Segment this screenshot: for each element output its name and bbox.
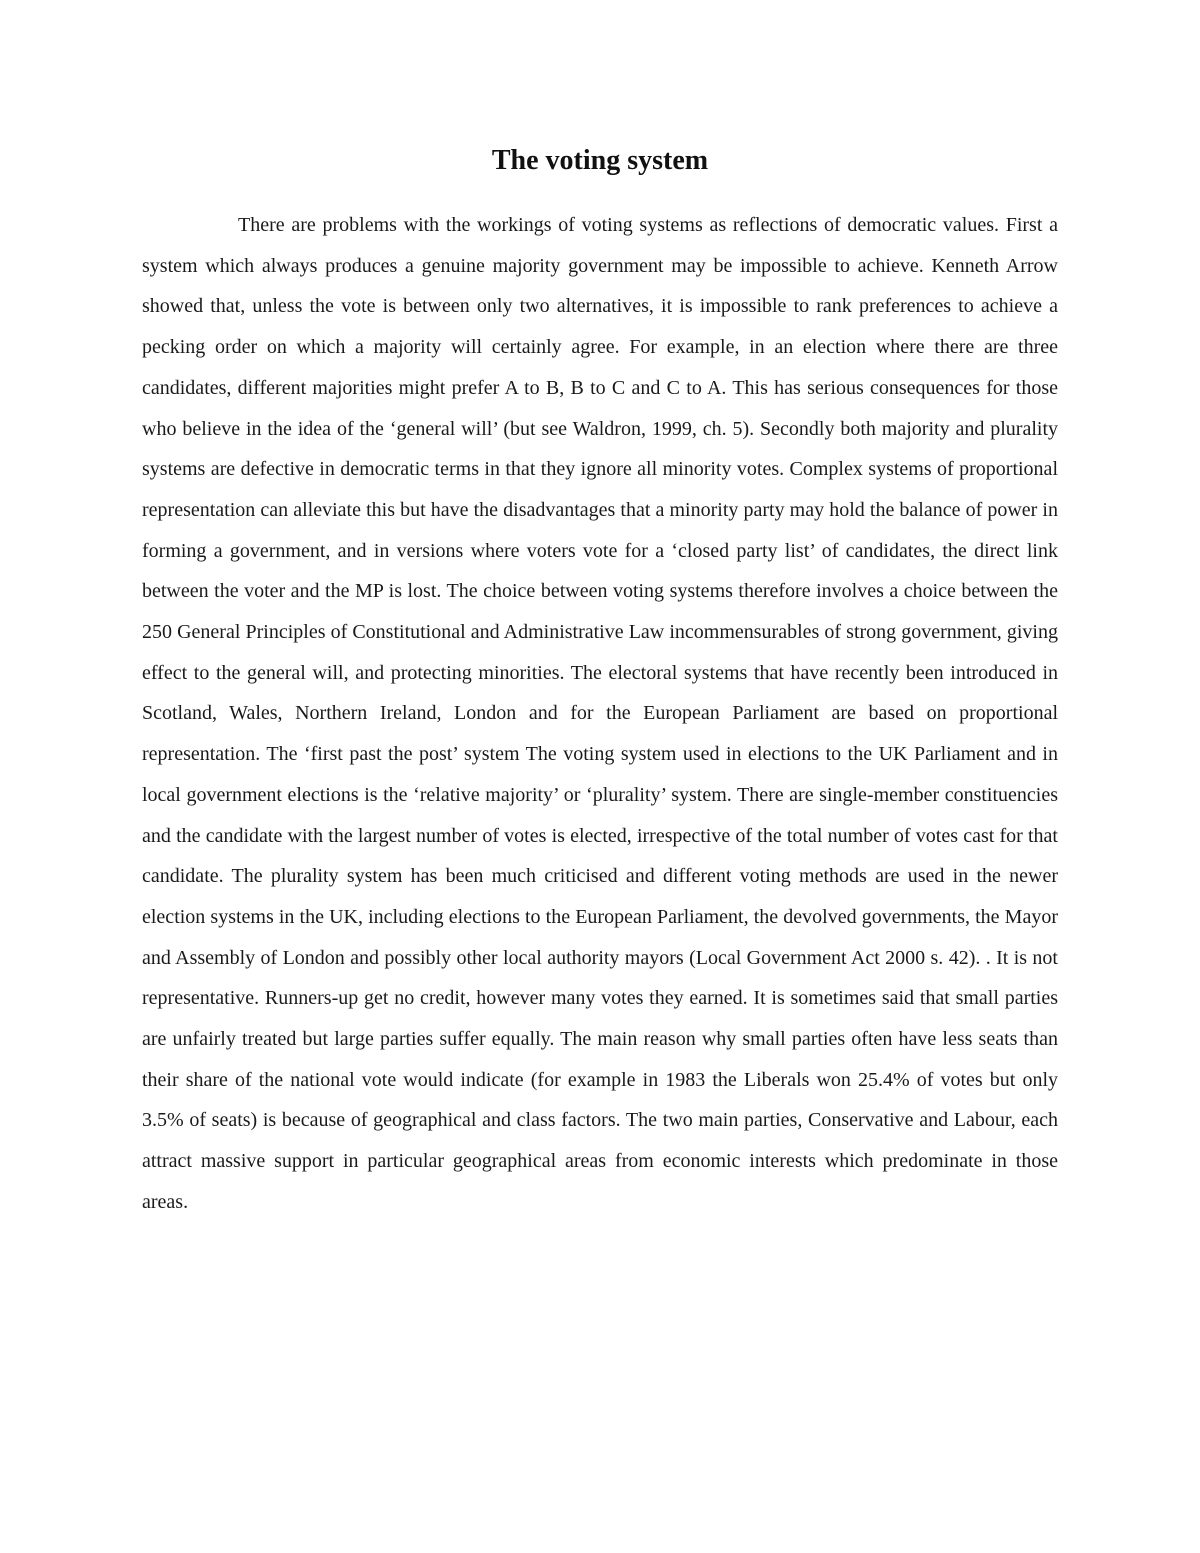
page-title: The voting system: [491, 145, 709, 176]
body-paragraph: There are problems with the workings of voting systems as reflections of democratic values. First a system which always produces a genuine majority government may be impossible to achieve. Kenneth Arrow showed that, unless the vote is between only two alternatives, it is impossible to rank preferences to achieve a pecking order on which a majority will certainly agree. For example, in an election where there are three candidates, different majorities might prefer A to B, B to C and C to A. This has serious consequences for those who believe in the idea of the ‘general will’ (but see Waldron, 1999, ch. 5). Secondly both majority and plurality systems are defective in democratic terms in that they ignore all minority votes. Complex systems of proportional representation can alleviate this but have the disadvantages that a minority party may hold the balance of power in forming a government, and in versions where voters vote for a ‘closed party list’ of candidates, the direct link between the voter and the MP is lost. The choice between voting systems therefore involves a choice between the 250 General Principles of Constitutional and Administrative Law incommensurables of strong government, giving effect to the general will, and protecting minorities. The electoral systems that have recently been introduced in Scotland, Wales, Northern Ireland, London and for the European Parliament are based on proportional representation. The ‘first past the post’ system The voting system used in elections to the UK Parliament and in local government elections is the ‘relative majority’ or ‘plurality’ system. There are single-member constituencies and the candidate with the largest number of votes is elected, irrespective of the total number of votes cast for that candidate. The plurality system has been much criticised and different voting methods are used in the newer election systems in the UK, including elections to the European Parliament, the devolved governments, the Mayor and Assembly of London and possibly other local authority mayors (Local Government Act 2000 s. 42). . It is not representative. Runners-up get no credit, however many votes they earned. It is sometimes said that small parties are unfairly treated but large parties suffer equally. The main reason why small parties often have less seats than their share of the national vote would indicate (for example in 1983 the Liberals won 25.4% of votes but only 3.5% of seats) is because of geographical and class factors. The two main parties, Conservative and Labour, each attract massive support in particular geographical areas from economic interests which predominate in those areas.: [142, 214, 1058, 1213]
